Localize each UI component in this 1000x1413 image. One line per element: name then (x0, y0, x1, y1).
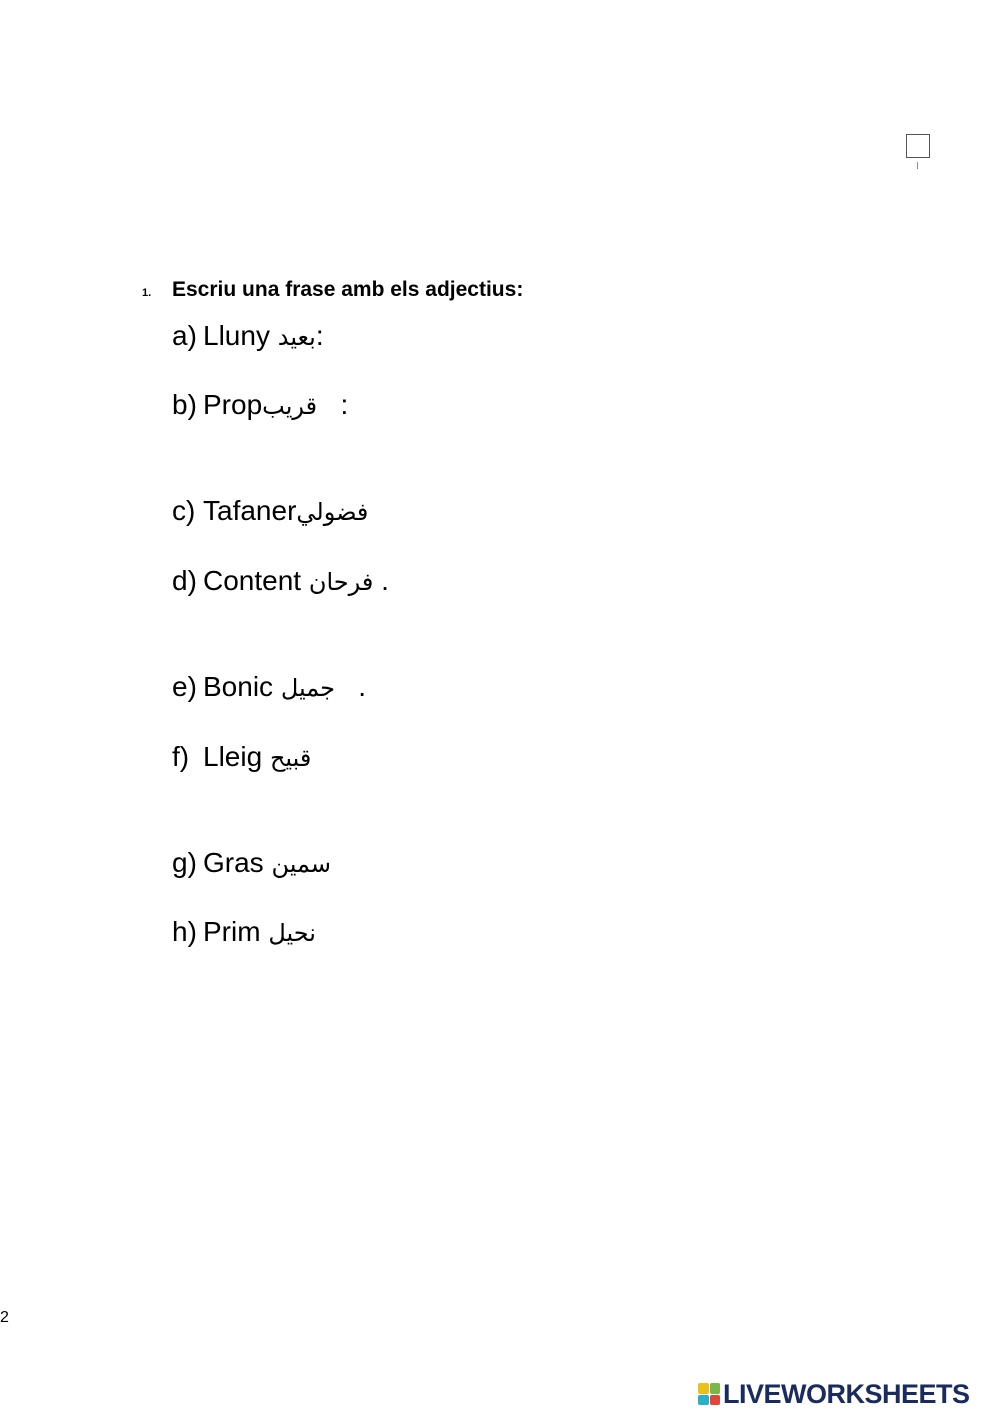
item-word: Gras (203, 847, 272, 878)
item-letter: c) (172, 495, 196, 526)
item-suffix: : (317, 389, 349, 420)
item-word: Bonic (203, 671, 281, 702)
liveworksheets-logo (698, 1379, 970, 1409)
item-arabic: نحيل (268, 919, 316, 947)
item-word: Prop (203, 389, 263, 420)
item-arabic: قريب (262, 392, 318, 420)
item-letter: g) (172, 847, 197, 878)
item-word: Prim (203, 916, 269, 947)
list-item (172, 563, 389, 599)
question-title: Escriu una frase amb els adjectius: (172, 278, 524, 301)
item-letter: f) (172, 741, 190, 772)
item-suffix: . (373, 565, 389, 596)
item-arabic: جميل (280, 674, 335, 702)
item-arabic: فرحان (308, 568, 374, 596)
item-arabic: قبيح (269, 744, 312, 772)
corner-tick-mark (917, 162, 918, 169)
list-item (172, 493, 368, 529)
page-number: 2 (0, 1309, 9, 1326)
list-item (172, 914, 316, 950)
item-suffix: : (315, 320, 324, 351)
item-letter: d) (172, 565, 197, 596)
item-arabic: بعيد (277, 323, 316, 351)
list-item (172, 318, 324, 354)
item-letter: a) (172, 320, 197, 351)
logo-mark-icon (698, 1383, 720, 1405)
item-word: Tafaner (203, 495, 297, 526)
item-word: Content (203, 565, 309, 596)
item-word: Lluny (203, 320, 278, 351)
item-letter: b) (172, 389, 197, 420)
item-arabic: سمين (271, 850, 331, 878)
item-suffix: . (334, 671, 367, 702)
corner-checkbox (906, 134, 930, 158)
item-arabic: فضولي (296, 498, 369, 526)
list-item (172, 669, 366, 705)
item-letter: h) (172, 916, 197, 947)
item-letter: e) (172, 671, 197, 702)
item-word: Lleig (203, 741, 270, 772)
question-number: 1. (142, 287, 152, 299)
list-item (172, 387, 348, 423)
list-item (172, 845, 331, 881)
logo-text: LIVEWORKSHEETS (723, 1378, 970, 1409)
list-item (172, 739, 311, 775)
